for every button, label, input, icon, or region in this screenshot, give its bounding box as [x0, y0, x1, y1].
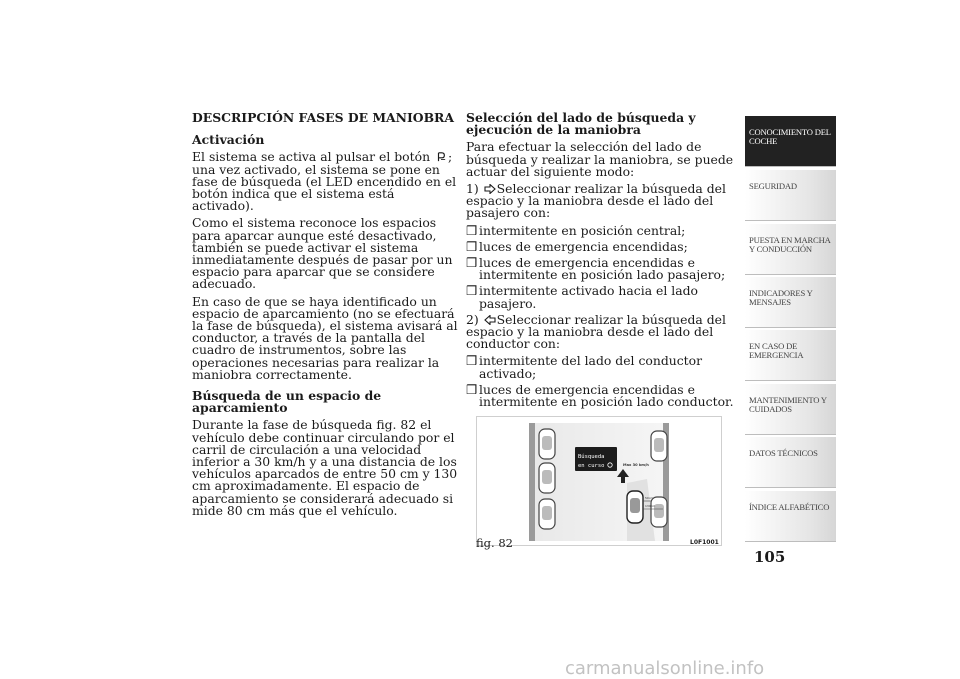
figure-code: L0F1001	[690, 539, 719, 546]
tab-seguridad[interactable]: SEGURIDAD	[745, 170, 836, 221]
tab-datos-tecnicos[interactable]: DATOS TÉCNICOS	[745, 437, 836, 488]
section-title: DESCRIPCIÓN FASES DE MANIOBRA	[192, 110, 454, 125]
left-column	[192, 112, 460, 522]
tab-indice-alfabetico[interactable]: ÍNDICE ALFABÉTICO	[745, 491, 836, 542]
distance-label-min: 50cm	[645, 496, 654, 500]
search-paragraph: Durante la fase de búsqueda fig. 82 el vehículo debe continuar circulando por el carril de circulación a una velocidad inferior a 30 km/h y a una distancia de los vehículos aparcados de entre 50 cm y 130 cm aproximadamente. El espacio de aparcamiento se considerará adecuado si mide 80 cm más que el vehículo.	[192, 417, 458, 518]
option-2: 2) Seleccionar realizar la búsqueda del espacio y la maniobra desde el lado del conductor con:	[466, 311, 726, 352]
activation-heading: Activación	[192, 132, 265, 148]
figure-82	[476, 416, 722, 546]
right-column	[466, 112, 744, 412]
parked-car	[539, 463, 555, 493]
figure-caption: fig. 82	[476, 536, 513, 550]
list-item: ❒ luces de emergencia encendidas e intermitente en posición lado conductor.	[466, 381, 734, 410]
list-item: ❒ luces de emergencia encendidas;	[466, 238, 688, 254]
speed-label: Max 30 km/h	[623, 463, 649, 467]
bullet-list-1	[466, 222, 744, 311]
distance-label-max: 130cm	[645, 504, 656, 508]
chapter-index-sidebar	[745, 116, 836, 544]
searching-car	[627, 491, 643, 523]
search-heading: Búsqueda de un espacio de aparcamiento	[192, 388, 382, 416]
tab-en-caso-de-emergencia[interactable]: EN CASO DE EMERGENCIA	[745, 330, 836, 381]
parked-car	[651, 431, 667, 461]
bullet-list-2	[466, 355, 744, 408]
tab-indicadores-y-mensajes[interactable]: INDICADORES Y MENSAJES	[745, 277, 836, 328]
activation-paragraph-3: En caso de que se haya identificado un espacio de aparcamiento (no se efectuará la fase de búsqueda), el sistema avisará al conductor, a través de la pantalla del cuadro de instrumentos, sobre las operaciones necesarias para realizar la maniobra correctamente.	[192, 293, 458, 382]
list-item: ❒ intermitente del lado del conductor activado;	[466, 353, 703, 381]
selection-intro: Para efectuar la selección del lado de búsqueda y realizar la maniobra, se puede actuar del siguiente modo:	[466, 139, 734, 179]
list-item: ❒ intermitente activado hacia el lado pasajero.	[466, 283, 698, 311]
tab-puesta-en-marcha[interactable]: PUESTA EN MARCHA Y CONDUCCIÓN	[745, 224, 836, 275]
parked-car	[539, 499, 555, 529]
selection-heading: Selección del lado de búsqueda y ejecución de la maniobra	[466, 110, 696, 138]
option-1: 1) Seleccionar realizar la búsqueda del espacio y la maniobra desde el lado del pasajero con:	[466, 181, 726, 221]
page-number: 105	[754, 548, 786, 566]
list-item: ❒ intermitente en posición central;	[466, 222, 686, 238]
display-text-line-1: Búsqueda	[578, 454, 605, 460]
watermark: carmanualsonline.info	[565, 658, 765, 679]
activation-paragraph-1: El sistema se activa al pulsar el botón ; una vez activado, el sistema se pone en fase de búsqueda (el LED encendido en el botón indica que el sistema está activado).	[192, 149, 457, 214]
tab-mantenimiento-y-cuidados[interactable]: MANTENIMIENTO Y CUIDADOS	[745, 384, 836, 435]
activation-paragraph-2: Como el sistema reconoce los espacios para aparcar aunque esté desactivado, también se puede activar el sistema inmediatamente después de pasar por un espacio para aparcar que se considere adecuado.	[192, 215, 453, 292]
parked-car	[539, 429, 555, 459]
parked-car	[651, 497, 667, 527]
list-item: ❒ luces de emergencia encendidas e intermitente en posición lado pasajero;	[466, 255, 726, 283]
parking-illustration	[477, 417, 721, 545]
display-text-line-2: en curso	[578, 463, 605, 469]
tab-conocimiento-del-coche[interactable]: CONOCIMIENTO DEL COCHE	[745, 116, 836, 167]
